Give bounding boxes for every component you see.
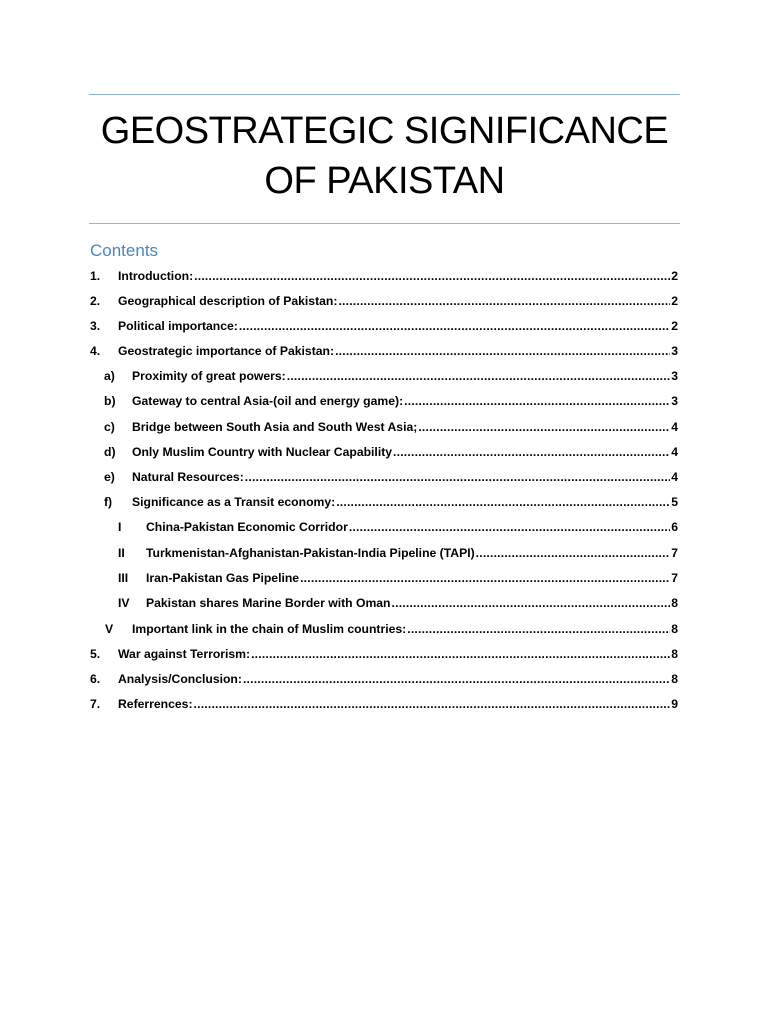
toc-entry-number: 6. <box>90 672 101 686</box>
toc-entry-number: II <box>118 546 125 560</box>
toc-entry-muslim-countries-link[interactable] <box>105 620 678 638</box>
toc-dot-leader <box>393 443 670 461</box>
toc-entry-label: Proximity of great powers: <box>132 369 286 383</box>
toc-entry-page: 5 <box>671 495 678 509</box>
toc-entry-cpec[interactable] <box>118 518 678 536</box>
toc-entry-number: V <box>105 622 114 636</box>
toc-entry-label: Iran-Pakistan Gas Pipeline <box>146 571 300 585</box>
toc-entry-political-importance[interactable] <box>90 317 678 335</box>
toc-entry-label: Analysis/Conclusion: <box>118 672 242 686</box>
toc-entry-page: 6 <box>671 520 678 534</box>
toc-dot-leader <box>194 267 670 285</box>
toc-entry-number: b) <box>104 394 116 408</box>
toc-entry-number: d) <box>104 445 116 459</box>
toc-entry-label: Political importance: <box>118 319 238 333</box>
toc-dot-leader <box>194 695 671 713</box>
toc-entry-gateway-central-asia[interactable] <box>104 392 678 410</box>
toc-entry-label: Significance as a Transit economy: <box>132 495 336 509</box>
toc-entry-page: 2 <box>671 269 678 283</box>
toc-dot-leader <box>338 292 670 310</box>
toc-entry-page: 3 <box>671 394 678 408</box>
toc-entry-label: China-Pakistan Economic Corridor <box>146 520 348 534</box>
toc-dot-leader <box>243 670 670 688</box>
toc-entry-number: 7. <box>90 697 101 711</box>
toc-entry-number: 1. <box>90 269 101 283</box>
toc-entry-page: 8 <box>671 647 678 661</box>
toc-entry-number: 5. <box>90 647 101 661</box>
toc-dot-leader <box>251 645 670 663</box>
toc-entry-label: Geostrategic importance of Pakistan: <box>118 344 335 358</box>
toc-dot-leader <box>349 518 670 536</box>
toc-entry-transit-economy[interactable] <box>104 493 678 511</box>
toc-entry-proximity-great-powers[interactable] <box>104 367 678 385</box>
toc-entry-page: 7 <box>671 546 678 560</box>
toc-dot-leader <box>336 493 670 511</box>
toc-entry-page: 3 <box>671 344 678 358</box>
toc-entry-number: e) <box>104 470 115 484</box>
toc-dot-leader <box>245 468 670 486</box>
toc-dot-leader <box>418 418 670 436</box>
toc-entry-geographical-description[interactable] <box>90 292 678 310</box>
toc-entry-label: War against Terrorism: <box>118 647 251 661</box>
toc-entry-label: Only Muslim Country with Nuclear Capability <box>132 445 393 459</box>
toc-entry-marine-border-oman[interactable] <box>118 594 678 612</box>
toc-dot-leader <box>287 367 670 385</box>
toc-entry-label: Turkmenistan-Afghanistan-Pakistan-India Pipeline (TAPI) <box>146 546 475 560</box>
toc-entry-analysis-conclusion[interactable] <box>90 670 678 688</box>
toc-entry-page: 9 <box>671 697 678 711</box>
document-title-line2: OF PAKISTAN <box>264 160 505 202</box>
toc-entry-label: Geographical description of Pakistan: <box>118 294 338 308</box>
toc-entry-number: I <box>118 520 122 534</box>
toc-entry-number: IV <box>118 596 130 610</box>
toc-entry-page: 8 <box>671 672 678 686</box>
toc-dot-leader <box>392 594 671 612</box>
document-title-line1: GEOSTRATEGIC SIGNIFICANCE <box>100 110 669 152</box>
toc-entry-page: 7 <box>671 571 678 585</box>
toc-entry-references[interactable] <box>90 695 678 713</box>
toc-entry-page: 4 <box>671 420 678 434</box>
toc-entry-label: Referrences: <box>118 697 193 711</box>
toc-entry-tapi-pipeline[interactable] <box>118 544 678 562</box>
toc-entry-label: Bridge between South Asia and South West Asia; <box>132 420 418 434</box>
toc-entry-page: 2 <box>671 319 678 333</box>
toc-entry-geostrategic-importance[interactable] <box>90 342 678 360</box>
toc-entry-number: 3. <box>90 319 101 333</box>
toc-dot-leader <box>407 620 670 638</box>
toc-dot-leader <box>239 317 670 335</box>
toc-entry-natural-resources[interactable] <box>104 468 678 486</box>
toc-entry-page: 3 <box>671 369 678 383</box>
toc-entry-number: 2. <box>90 294 101 308</box>
toc-entry-bridge-south-asia[interactable] <box>104 418 678 436</box>
toc-entry-page: 4 <box>671 470 678 484</box>
toc-entry-number: III <box>118 571 129 585</box>
toc-entry-iran-pakistan-pipeline[interactable] <box>118 569 678 587</box>
toc-entry-introduction[interactable] <box>90 267 678 285</box>
toc-entry-label: Gateway to central Asia-(oil and energy game): <box>132 394 404 408</box>
toc-entry-number: f) <box>104 495 113 509</box>
toc-dot-leader <box>300 569 670 587</box>
toc-entry-page: 8 <box>671 622 678 636</box>
toc-entry-label: Introduction: <box>118 269 194 283</box>
toc-dot-leader <box>335 342 670 360</box>
toc-entry-label: Pakistan shares Marine Border with Oman <box>146 596 391 610</box>
contents-heading: Contents <box>90 241 159 260</box>
toc-entry-page: 4 <box>671 445 678 459</box>
toc-entry-page: 8 <box>671 596 678 610</box>
toc-entry-page: 2 <box>671 294 678 308</box>
toc-entry-label: Important link in the chain of Muslim countries: <box>132 622 407 636</box>
toc-dot-leader <box>404 392 670 410</box>
toc-entry-number: a) <box>104 369 115 383</box>
toc-dot-leader <box>476 544 671 562</box>
toc-entry-label: Natural Resources: <box>132 470 244 484</box>
toc-entry-number: c) <box>104 420 115 434</box>
toc-entry-war-against-terrorism[interactable] <box>90 645 678 663</box>
toc-entry-number: 4. <box>90 344 101 358</box>
toc-entry-nuclear-capability[interactable] <box>104 443 678 461</box>
